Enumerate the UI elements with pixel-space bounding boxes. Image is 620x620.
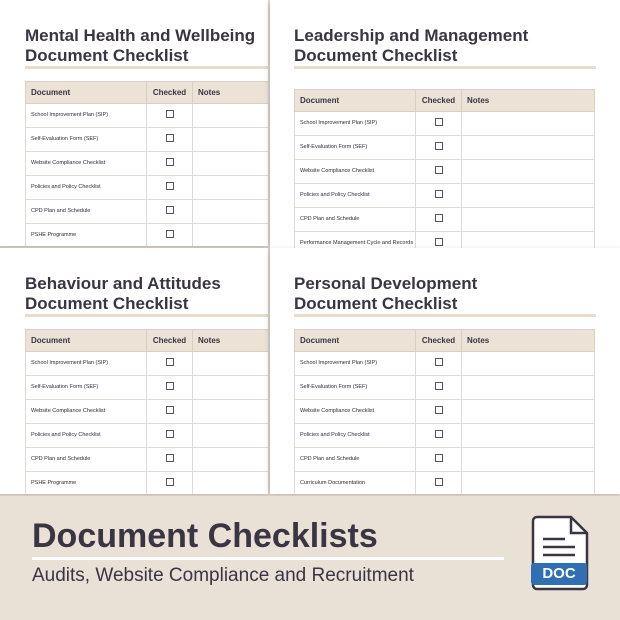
column-header-document: Document [26,82,147,104]
document-name: Policies and Policy Checklist [26,176,147,200]
checklist-table [25,81,268,246]
checkbox[interactable] [435,382,443,390]
table-row [295,472,595,495]
document-name: CPD Plan and Schedule [26,200,147,224]
table-row [26,128,269,152]
title-divider [25,66,268,69]
notes-cell[interactable] [462,376,595,400]
notes-cell[interactable] [462,352,595,376]
checkbox[interactable] [435,214,443,222]
checkbox[interactable] [166,230,174,238]
banner-divider [32,557,504,560]
document-name: Policies and Policy Checklist [295,184,416,208]
checklist-table [294,329,595,494]
table-row [295,448,595,472]
title-divider [294,66,596,69]
page-title: Personal Development Document Checklist [294,274,478,313]
table-row [26,472,269,495]
notes-cell[interactable] [193,224,269,247]
document-name: PSHE Programme [26,472,147,495]
column-header-checked: Checked [147,330,193,352]
notes-cell[interactable] [462,160,595,184]
notes-cell[interactable] [193,472,269,495]
notes-cell[interactable] [462,472,595,495]
document-name: CPD Plan and Schedule [295,448,416,472]
notes-cell[interactable] [193,200,269,224]
checkbox[interactable] [435,406,443,414]
document-name: School Improvement Plan (SIP) [26,352,147,376]
banner-title: Document Checklists [32,517,378,555]
document-name: Performance Management Cycle and Records [295,232,416,249]
table-row [26,104,269,128]
checkbox[interactable] [166,478,174,486]
document-name: Policies and Policy Checklist [26,424,147,448]
doc-file-icon [531,515,591,596]
table-row [295,112,595,136]
table-row [295,376,595,400]
notes-cell[interactable] [462,208,595,232]
page-title: Leadership and Management Document Checklist [294,26,529,65]
table-row [26,448,269,472]
checklist-page-personal-development [270,248,620,494]
checkbox[interactable] [166,182,174,190]
checkbox[interactable] [435,142,443,150]
document-name: Website Compliance Checklist [26,400,147,424]
notes-cell[interactable] [462,112,595,136]
checklist-page-mental-health [0,0,268,246]
checkbox[interactable] [166,382,174,390]
page-title: Mental Health and Wellbeing Document Checklist [25,26,256,65]
document-name: Policies and Policy Checklist [295,424,416,448]
document-name: Website Compliance Checklist [295,160,416,184]
document-name: CPD Plan and Schedule [295,208,416,232]
checkbox[interactable] [435,358,443,366]
table-row [26,424,269,448]
checkbox[interactable] [435,454,443,462]
table-row [295,232,595,249]
checkbox[interactable] [435,118,443,126]
notes-cell[interactable] [462,184,595,208]
document-name: CPD Plan and Schedule [26,448,147,472]
checkbox[interactable] [435,430,443,438]
document-name: Website Compliance Checklist [26,152,147,176]
title-divider [25,314,268,317]
notes-cell[interactable] [193,352,269,376]
column-header-checked: Checked [416,330,462,352]
checklist-table [294,89,595,248]
checkbox[interactable] [166,430,174,438]
checkbox[interactable] [435,238,443,246]
notes-cell[interactable] [462,232,595,249]
document-name: PSHE Programme [26,224,147,247]
table-row [26,352,269,376]
column-header-notes: Notes [193,82,269,104]
document-name: School Improvement Plan (SIP) [26,104,147,128]
notes-cell[interactable] [462,400,595,424]
document-name: Self-Evaluation Form (SEF) [295,376,416,400]
doc-badge-label: DOC [542,565,576,582]
table-row [26,176,269,200]
document-name: Self-Evaluation Form (SEF) [26,128,147,152]
notes-cell[interactable] [193,424,269,448]
column-header-checked: Checked [416,90,462,112]
table-row [26,400,269,424]
checkbox[interactable] [166,206,174,214]
table-row [26,224,269,247]
column-header-notes: Notes [462,90,595,112]
notes-cell[interactable] [462,136,595,160]
document-name: Website Compliance Checklist [295,400,416,424]
table-row [295,352,595,376]
banner-subtitle: Audits, Website Compliance and Recruitment [32,565,414,586]
checkbox[interactable] [166,134,174,142]
notes-cell[interactable] [193,104,269,128]
notes-cell[interactable] [193,448,269,472]
notes-cell[interactable] [193,400,269,424]
column-header-checked: Checked [147,82,193,104]
column-header-document: Document [295,90,416,112]
title-divider [294,314,596,317]
table-row [26,376,269,400]
document-name: Curriculum Documentation [295,472,416,495]
checklist-page-leadership [270,0,620,248]
notes-cell[interactable] [193,176,269,200]
table-row [26,200,269,224]
table-row [295,208,595,232]
document-name: School Improvement Plan (SIP) [295,352,416,376]
document-name: School Improvement Plan (SIP) [295,112,416,136]
page-title: Behaviour and Attitudes Document Checklist [25,274,221,313]
notes-cell[interactable] [193,128,269,152]
checkbox[interactable] [435,190,443,198]
checklist-page-behaviour [0,248,268,494]
checkbox[interactable] [166,406,174,414]
notes-cell[interactable] [462,448,595,472]
checkbox[interactable] [166,358,174,366]
notes-cell[interactable] [462,424,595,448]
document-name: Self-Evaluation Form (SEF) [295,136,416,160]
column-header-notes: Notes [462,330,595,352]
table-row [295,136,595,160]
checkbox[interactable] [166,110,174,118]
table-row [295,400,595,424]
table-row [295,184,595,208]
notes-cell[interactable] [193,152,269,176]
checkbox[interactable] [166,454,174,462]
table-row [295,424,595,448]
checklist-table [25,329,268,494]
column-header-document: Document [26,330,147,352]
column-header-document: Document [295,330,416,352]
table-row [26,152,269,176]
document-name: Self-Evaluation Form (SEF) [26,376,147,400]
checkbox[interactable] [166,158,174,166]
checkbox[interactable] [435,478,443,486]
notes-cell[interactable] [193,376,269,400]
checkbox[interactable] [435,166,443,174]
column-header-notes: Notes [193,330,269,352]
table-row [295,160,595,184]
